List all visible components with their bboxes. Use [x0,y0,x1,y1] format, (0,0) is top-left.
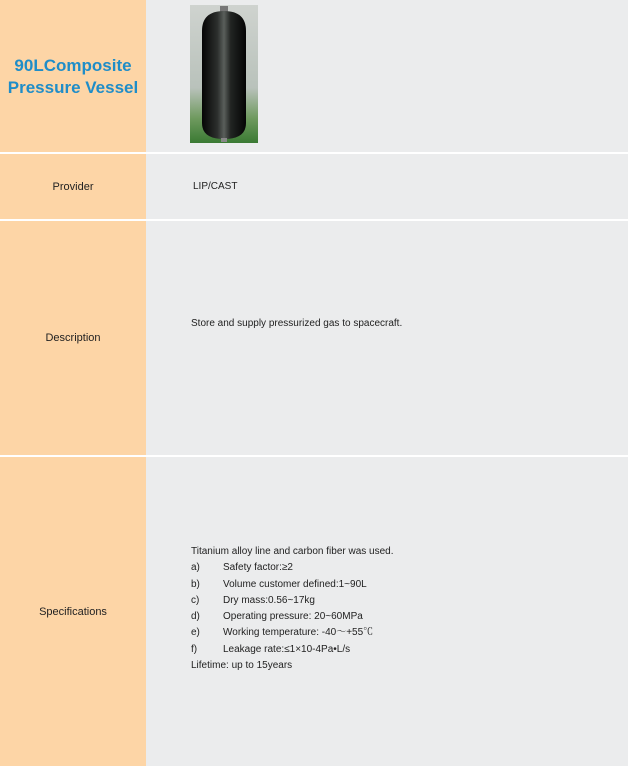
description-label: Description [0,221,146,455]
spec-item-text: Working temperature: -40～+55℃ [223,627,374,639]
spec-intro: Titanium alloy line and carbon fiber was used. [191,546,394,557]
spec-lifetime: Lifetime: up to 15years [191,660,293,672]
spec-item-letter: d) [191,611,200,623]
provider-value: LIP/CAST [193,181,238,192]
spec-item-text: Operating pressure: 20~60MPa [223,611,363,623]
spec-item-letter: f) [191,643,198,655]
provider-label: Provider [0,154,146,219]
description-row [0,221,628,455]
description-value: Store and supply pressurized gas to spacecraft. [191,318,403,329]
provider-value-cell [146,154,628,219]
specifications-label: Specifications [0,457,146,766]
title-row [0,0,628,152]
spec-item [191,593,394,609]
spec-item-text: Dry mass:0.56~17kg [223,594,315,606]
provider-row [0,154,628,219]
specifications-list [191,544,394,674]
spec-item [191,577,394,593]
specifications-row [0,457,628,766]
spec-item [191,609,394,625]
product-title [8,53,138,99]
product-title-line2: Pressure Vessel [7,78,139,97]
spec-item [191,625,394,641]
product-title-line1: 90LComposite [14,56,132,75]
spec-item-text: Volume customer defined:1~90L [223,578,367,590]
description-value-cell [146,221,628,455]
spec-item-letter: c) [191,594,200,606]
spec-item-letter: e) [191,627,200,639]
title-cell [0,0,146,152]
spec-item-letter: a) [191,562,200,574]
spec-item-letter: b) [191,578,200,590]
spec-item [191,560,394,576]
spec-item [191,642,394,658]
spec-item-text: Leakage rate:≤1×10-4Pa•L/s [223,643,351,655]
spec-item-text: Safety factor:≥2 [223,562,293,574]
specifications-value-cell [146,457,628,766]
pressure-vessel-photo [190,5,258,143]
photo-cell [146,0,628,152]
